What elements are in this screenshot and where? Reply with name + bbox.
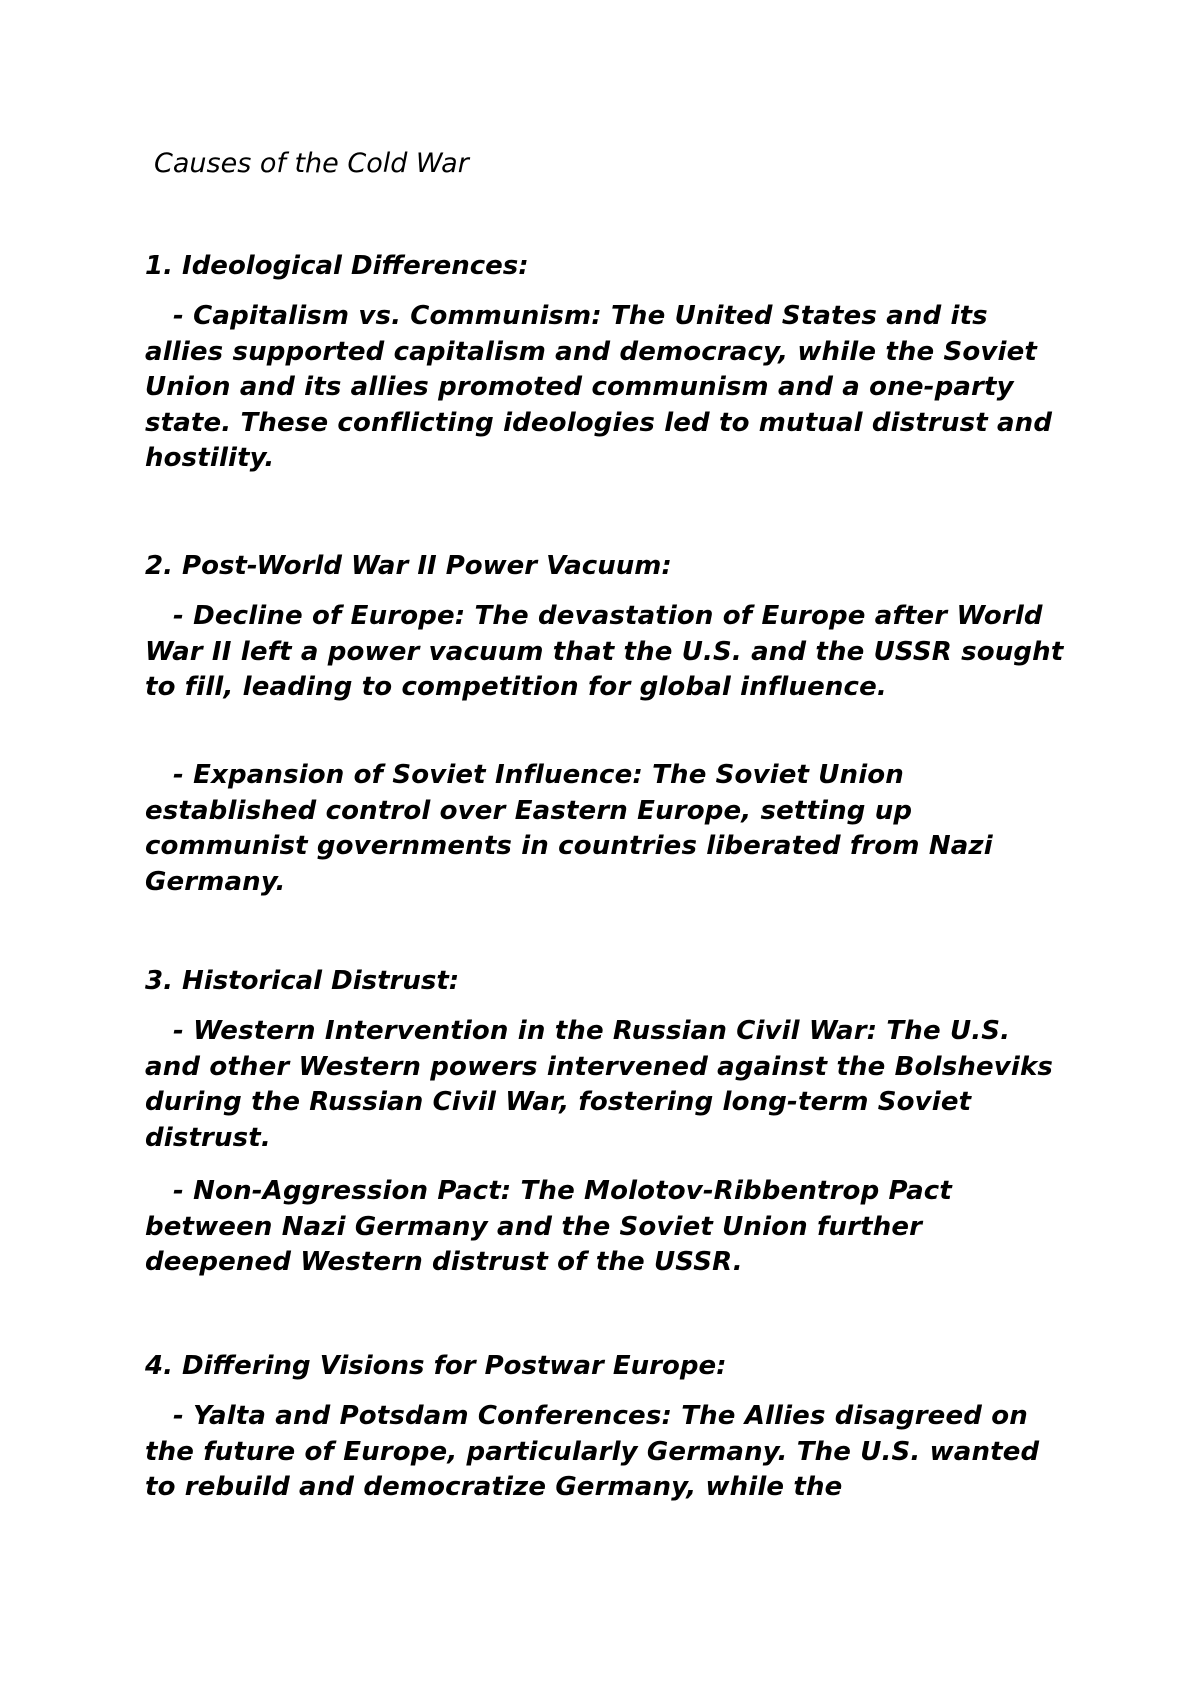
section-heading-postwar-europe: 4. Differing Visions for Postwar Europe: — [145, 1351, 727, 1381]
bullet-yalta-and-potsdam — [145, 1399, 1065, 1506]
bullet-text: - Decline of Europe: The devastation of Europe after World War II left a power vacuum that the U.S. and the USSR sought to fill, leading to competition for global influence. — [145, 601, 1064, 703]
section-heading-ideological-differences: 1. Ideological Differences: — [145, 251, 529, 281]
bullet-text: - Non-Aggression Pact: The Molotov-Ribbentrop Pact between Nazi Germany and the Soviet Union further deepened Western distrust of the USSR. — [145, 1176, 952, 1278]
bullet-text: - Yalta and Potsdam Conferences: The Allies disagreed on the future of Europe, particularly Germany. The U.S. wanted to rebuild and democratize Germany, while the — [145, 1401, 1040, 1503]
bullet-capitalism-vs-communism — [145, 299, 1065, 477]
bullet-decline-of-europe — [145, 599, 1065, 706]
bullet-expansion-of-soviet-influence — [145, 758, 1065, 900]
bullet-non-aggression-pact — [145, 1174, 1065, 1281]
bullet-text: - Capitalism vs. Communism: The United States and its allies supported capitalism and democracy, while the Soviet Union and its allies promoted communism and a one-party state. These conflicting ideologies led to mutual distrust and hostility. — [145, 301, 1053, 474]
bullet-text: - Expansion of Soviet Influence: The Soviet Union established control over Eastern Europe, setting up communist governments in countries liberated from Nazi Germany. — [145, 760, 993, 897]
section-heading-historical-distrust: 3. Historical Distrust: — [145, 966, 460, 996]
bullet-text: - Western Intervention in the Russian Civil War: The U.S. and other Western powers intervened against the Bolsheviks during the Russian Civil War, fostering long-term Soviet distrust. — [145, 1016, 1054, 1153]
section-heading-power-vacuum: 2. Post-World War II Power Vacuum: — [145, 551, 672, 581]
document-title: Causes of the Cold War — [154, 148, 469, 179]
bullet-western-intervention — [145, 1014, 1065, 1156]
